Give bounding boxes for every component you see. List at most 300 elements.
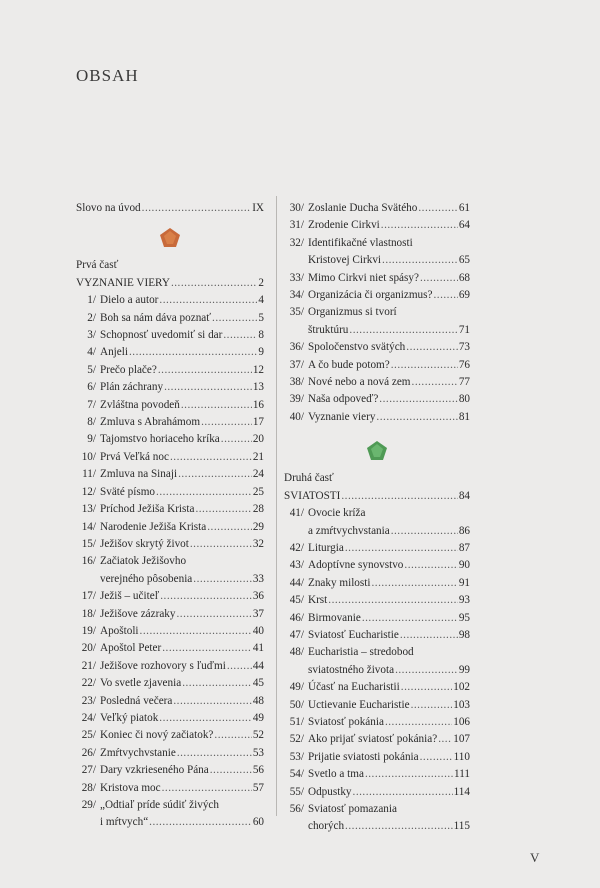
toc-entry — [76, 658, 264, 675]
toc-entry-label: Schopnosť uvedomiť si dar — [100, 329, 223, 342]
toc-entry-page: 21 — [252, 450, 264, 463]
leader-dots — [142, 200, 252, 217]
toc-entry-number: 29/ — [81, 799, 96, 811]
toc-entry-number: 43/ — [289, 559, 304, 572]
leader-dots — [418, 200, 457, 217]
leader-dots — [162, 640, 252, 657]
toc-entry — [76, 536, 264, 553]
toc-entry-label: Ježišove rozhovory s ľuďmi — [100, 659, 226, 672]
toc-entry-number: 16/ — [81, 555, 96, 568]
leader-dots — [341, 488, 457, 505]
toc-entry-label: Posledná večera — [100, 694, 173, 707]
toc-entry — [76, 397, 264, 414]
toc-entry-number: 55/ — [289, 785, 304, 798]
part-title-page: 84 — [458, 489, 470, 502]
toc-entry-number: 5/ — [87, 363, 96, 376]
toc-entry-number: 46/ — [289, 611, 304, 624]
part-label — [76, 257, 264, 274]
toc-entry — [284, 592, 470, 609]
toc-entry-page: IX — [252, 202, 264, 214]
toc-entry — [284, 287, 470, 304]
toc-entry — [76, 623, 264, 640]
toc-entry-label: Tajomstvo horiaceho kríka — [100, 433, 220, 446]
toc-entry-label: Apoštol Peter — [100, 642, 162, 655]
toc-entry-number: 7/ — [87, 398, 96, 411]
toc-entry-page: 56 — [252, 764, 264, 777]
leader-dots — [371, 575, 457, 592]
toc-entry-label: Vo svetle zjavenia — [100, 677, 182, 690]
toc-entry-label: Birmovanie — [308, 611, 361, 624]
toc-entry — [76, 780, 264, 797]
leader-dots — [376, 409, 457, 426]
toc-entry — [76, 745, 264, 762]
part-label-text: Druhá časť — [284, 472, 334, 485]
leader-dots — [412, 374, 458, 391]
leader-dots — [401, 679, 452, 696]
leader-dots — [438, 731, 452, 748]
toc-entry — [76, 379, 264, 396]
toc-entry-number: 52/ — [289, 733, 304, 746]
part-label — [284, 470, 470, 487]
toc-entry — [76, 553, 264, 570]
toc-entry-page: 28 — [252, 503, 264, 516]
toc-entry-label: Uctievanie Eucharistie — [308, 698, 410, 711]
toc-entry-number: 39/ — [289, 393, 304, 406]
toc-entry-number: 1/ — [87, 294, 96, 307]
toc-entry-page: 91 — [458, 576, 470, 589]
toc-entry-number: 17/ — [81, 590, 96, 603]
toc-entry-label: Liturgia — [308, 541, 344, 554]
toc-entry-page: 57 — [252, 781, 264, 794]
toc-entry-label: „Odtiaľ príde súdiť živých — [100, 799, 219, 811]
toc-entry-page: 81 — [458, 410, 470, 423]
toc-entry-page: 99 — [458, 663, 470, 676]
toc-entry-number: 37/ — [289, 358, 304, 371]
toc-entry-page: 65 — [458, 254, 470, 267]
toc-entry-label: Kristova moc — [100, 781, 161, 794]
toc-entry-label: Účasť na Eucharistii — [308, 681, 400, 694]
toc-entry-label: Anjeli — [100, 346, 128, 359]
toc-entry-number: 41/ — [289, 507, 304, 520]
toc-entry-page: 53 — [252, 746, 264, 759]
leader-dots — [385, 714, 452, 731]
leader-dots — [221, 431, 252, 448]
toc-entry-continuation — [76, 571, 264, 588]
toc-entry-number: 13/ — [81, 503, 96, 516]
toc-entry — [76, 588, 264, 605]
ornament-icon — [365, 440, 389, 462]
toc-entry-number: 9/ — [87, 433, 96, 446]
toc-entry — [284, 357, 470, 374]
leader-dots — [158, 362, 252, 379]
toc-entry — [76, 414, 264, 431]
toc-entry-page: 93 — [458, 594, 470, 607]
toc-entry-label: Sviatosť pomazania — [308, 803, 397, 815]
toc-entry-page: 40 — [252, 624, 264, 637]
toc-entry-label: Príchod Ježiša Krista — [100, 503, 195, 516]
toc-entry-label: Spoločenstvo svätých — [308, 341, 406, 354]
toc-entry — [284, 339, 470, 356]
leader-dots — [176, 606, 251, 623]
toc-entry — [76, 710, 264, 727]
toc-entry-number: 27/ — [81, 764, 96, 777]
toc-entry-number: 50/ — [289, 698, 304, 711]
toc-entry-label: Narodenie Ježiša Krista — [100, 520, 207, 533]
toc-entry — [76, 449, 264, 466]
leader-dots — [365, 766, 453, 783]
toc-entry-label: Ako prijať sviatosť pokánia? — [308, 733, 438, 746]
toc-entry-label: Naša odpoveď? — [308, 393, 379, 406]
toc-entry-label: Sväté písmo — [100, 485, 156, 498]
toc-list-right-a — [284, 200, 470, 426]
toc-entry-page: 86 — [458, 524, 470, 537]
toc-entry-label: Dielo a autor — [100, 294, 159, 307]
toc-entry-label: Identifikačné vlastnosti — [308, 236, 413, 249]
toc-entry — [284, 409, 470, 426]
leader-dots — [201, 414, 252, 431]
toc-entry-label-cont: i mŕtvych“ — [100, 816, 149, 829]
toc-entry — [76, 466, 264, 483]
toc-entry-number: 3/ — [87, 329, 96, 342]
toc-entry-continuation — [76, 814, 264, 831]
toc-entry-continuation — [284, 322, 470, 339]
leader-dots — [395, 662, 458, 679]
toc-entry — [284, 784, 470, 801]
column-divider — [276, 196, 277, 816]
leader-dots — [207, 519, 252, 536]
toc-entry-number: 36/ — [289, 341, 304, 354]
toc-entry-label: Ježišove zázraky — [100, 607, 176, 620]
toc-entry-label: A čo bude potom? — [308, 358, 390, 371]
toc-entry-label-cont: Kristovej Cirkvi — [308, 254, 382, 267]
toc-entry-number: 23/ — [81, 694, 96, 707]
toc-entry-page: 24 — [252, 468, 264, 481]
toc-entry-number: 15/ — [81, 537, 96, 550]
leader-dots — [160, 588, 252, 605]
toc-list-left — [76, 292, 264, 832]
toc-entry-page: 36 — [252, 590, 264, 603]
leader-dots — [328, 592, 458, 609]
toc-entry-intro — [76, 200, 264, 217]
leader-dots — [129, 344, 257, 361]
toc-entry-label: Organizácia či organizmus? — [308, 289, 433, 302]
toc-entry — [284, 270, 470, 287]
toc-entry — [76, 640, 264, 657]
toc-entry-number: 54/ — [289, 768, 304, 781]
toc-entry-label: Dary vzkrieseného Pána — [100, 764, 209, 777]
toc-entry — [284, 575, 470, 592]
toc-entry-label: Adoptívne synovstvo — [308, 559, 404, 572]
toc-entry-number: 26/ — [81, 746, 96, 759]
toc-entry-label-cont: chorých — [308, 820, 345, 833]
toc-entry — [76, 693, 264, 710]
toc-entry-label: Zmluva s Abrahámom — [100, 416, 201, 429]
toc-entry-page: 114 — [453, 785, 470, 798]
toc-entry — [284, 391, 470, 408]
leader-dots — [345, 540, 458, 557]
leader-dots — [212, 310, 257, 327]
toc-entry-continuation — [284, 252, 470, 269]
toc-entry — [76, 519, 264, 536]
part-title — [284, 488, 470, 505]
toc-entry — [284, 610, 470, 627]
leader-dots — [349, 322, 457, 339]
part-title-label: VYZNANIE VIERY — [76, 276, 170, 289]
toc-right-column — [284, 200, 470, 836]
toc-entry-page: 102 — [453, 681, 470, 694]
toc-entry-page: 111 — [454, 768, 470, 781]
toc-entry-label: Prečo plače? — [100, 363, 157, 376]
toc-entry-label: Mimo Cirkvi niet spásy? — [308, 271, 419, 284]
leader-dots — [362, 610, 458, 627]
toc-entry — [284, 714, 470, 731]
page-title: OBSAH — [76, 66, 139, 85]
toc-entry-page: 49 — [252, 711, 264, 724]
leader-dots — [193, 571, 252, 588]
toc-entry-page: 80 — [458, 393, 470, 406]
toc-entry-label-cont: a zmŕtvychvstania — [308, 524, 390, 537]
toc-entry-label-cont: štruktúru — [308, 323, 349, 336]
toc-entry-number: 32/ — [289, 236, 304, 249]
toc-entry-page: 95 — [458, 611, 470, 624]
toc-entry-number: 42/ — [289, 541, 304, 554]
toc-entry-page: 90 — [458, 559, 470, 572]
toc-entry — [284, 374, 470, 391]
leader-dots — [379, 391, 458, 408]
toc-entry-number: 38/ — [289, 376, 304, 389]
leader-dots — [223, 327, 257, 344]
toc-entry-number: 8/ — [87, 416, 96, 429]
toc-entry-page: 32 — [252, 537, 264, 550]
toc-entry-page: 12 — [252, 363, 264, 376]
leader-dots — [420, 749, 453, 766]
toc-entry-label: Vyznanie viery — [308, 410, 376, 423]
toc-entry-number: 12/ — [81, 485, 96, 498]
toc-entry-number: 53/ — [289, 750, 304, 763]
toc-entry — [284, 644, 470, 661]
page-number: V — [530, 850, 540, 865]
toc-entry — [284, 557, 470, 574]
leader-dots — [162, 780, 252, 797]
toc-entry — [76, 501, 264, 518]
toc-entry-label: Plán záchrany — [100, 381, 164, 394]
toc-entry-number: 14/ — [81, 520, 96, 533]
toc-entry-label: Sviatosť pokánia — [308, 715, 384, 728]
toc-entry-label: Zrodenie Cirkvi — [308, 219, 380, 232]
toc-entry — [76, 484, 264, 501]
toc-entry-number: 40/ — [289, 410, 304, 423]
toc-entry-number: 10/ — [81, 450, 96, 463]
toc-entry-page: 103 — [453, 698, 470, 711]
toc-entry — [284, 304, 470, 321]
toc-entry-label: Svetlo a tma — [308, 768, 364, 781]
toc-entry-label-cont: verejného pôsobenia — [100, 572, 193, 585]
toc-entry-label-cont: sviatostného života — [308, 663, 395, 676]
leader-dots — [177, 745, 252, 762]
toc-list-right-b — [284, 505, 470, 836]
toc-entry-continuation — [284, 662, 470, 679]
toc-entry — [284, 801, 470, 818]
toc-entry-number: 28/ — [81, 781, 96, 794]
leader-dots — [190, 536, 252, 553]
leader-dots — [406, 339, 458, 356]
toc-entry-page: 16 — [252, 398, 264, 411]
toc-entry-label: Apoštoli — [100, 624, 139, 637]
toc-entry-page: 110 — [453, 750, 470, 763]
toc-entry-number: 22/ — [81, 677, 96, 690]
leader-dots — [159, 710, 252, 727]
toc-entry — [76, 292, 264, 309]
toc-entry — [284, 766, 470, 783]
leader-dots — [381, 217, 458, 234]
toc-entry-label: Koniec či nový začiatok? — [100, 729, 214, 742]
toc-entry-continuation — [284, 818, 470, 835]
leader-dots — [411, 697, 453, 714]
ornament-icon — [158, 227, 182, 249]
toc-entry-number: 45/ — [289, 594, 304, 607]
leader-dots — [181, 397, 252, 414]
toc-entry-number: 19/ — [81, 624, 96, 637]
toc-entry-page: 45 — [252, 677, 264, 690]
toc-entry-page: 68 — [458, 271, 470, 284]
toc-entry-page: 20 — [252, 433, 264, 446]
toc-entry-page: 5 — [258, 311, 264, 324]
leader-dots — [140, 623, 252, 640]
toc-entry-page: 98 — [458, 628, 470, 641]
toc-entry-number: 20/ — [81, 642, 96, 655]
toc-entry-page: 41 — [252, 642, 264, 655]
leader-dots — [345, 818, 453, 835]
toc-entry-number: 4/ — [87, 346, 96, 359]
toc-entry — [76, 344, 264, 361]
toc-entry-page: 69 — [458, 289, 470, 302]
toc-entry-number: 24/ — [81, 711, 96, 724]
leader-dots — [195, 501, 251, 518]
toc-entry-label: Ježišov skrytý život — [100, 537, 189, 550]
toc-entry — [76, 362, 264, 379]
toc-entry-number: 56/ — [289, 803, 304, 815]
part-title-label: SVIATOSTI — [284, 489, 341, 502]
toc-entry-label: Eucharistia – stredobod — [308, 646, 414, 659]
toc-entry-page: 9 — [258, 346, 264, 359]
leader-dots — [391, 523, 458, 540]
toc-entry-label: Odpustky — [308, 785, 352, 798]
toc-entry — [76, 762, 264, 779]
leader-dots — [391, 357, 458, 374]
toc-entry-page: 37 — [252, 607, 264, 620]
toc-entry-label: Slovo na úvod — [76, 202, 141, 214]
toc-entry-page: 71 — [458, 323, 470, 336]
leader-dots — [353, 784, 453, 801]
toc-entry-number: 47/ — [289, 628, 304, 641]
toc-entry-label: Ovocie kríža — [308, 507, 366, 520]
toc-entry-number: 11/ — [82, 468, 96, 481]
toc-entry-number: 6/ — [87, 381, 96, 394]
leader-dots — [170, 449, 252, 466]
toc-entry-number: 44/ — [289, 576, 304, 589]
toc-entry-page: 17 — [252, 416, 264, 429]
leader-dots — [420, 270, 458, 287]
leader-dots — [178, 466, 252, 483]
leader-dots — [171, 275, 257, 292]
leader-dots — [210, 762, 252, 779]
toc-entry-number: 31/ — [289, 219, 304, 232]
toc-entry — [284, 679, 470, 696]
leader-dots — [227, 658, 252, 675]
toc-entry — [76, 327, 264, 344]
toc-entry-number: 33/ — [289, 271, 304, 284]
toc-entry-page: 8 — [258, 329, 264, 342]
toc-entry-number: 30/ — [289, 202, 304, 214]
toc-entry-label: Veľký piatok — [100, 711, 159, 724]
toc-entry-label: Zvláštna povodeň — [100, 398, 180, 411]
toc-entry-page: 48 — [252, 694, 264, 707]
toc-entry-page: 60 — [252, 816, 264, 829]
toc-entry-number: 34/ — [289, 289, 304, 302]
toc-entry-page: 52 — [252, 729, 264, 742]
toc-entry — [284, 627, 470, 644]
leader-dots — [173, 693, 251, 710]
part-label-text: Prvá časť — [76, 259, 119, 272]
leader-dots — [149, 814, 252, 831]
part-title — [76, 275, 264, 292]
toc-entry-page: 73 — [458, 341, 470, 354]
toc-entry — [76, 797, 264, 814]
toc-entry-label: Zoslanie Ducha Svätého — [308, 202, 418, 214]
part-title-page: 2 — [258, 276, 264, 289]
toc-entry-label: Krst — [308, 594, 328, 607]
toc-entry-number: 25/ — [81, 729, 96, 742]
toc-entry — [284, 731, 470, 748]
toc-entry — [284, 749, 470, 766]
toc-entry-page: 77 — [458, 376, 470, 389]
toc-entry-page: 4 — [258, 294, 264, 307]
leader-dots — [433, 287, 457, 304]
toc-entry-number: 18/ — [81, 607, 96, 620]
leader-dots — [164, 379, 252, 396]
leader-dots — [214, 727, 251, 744]
leader-dots — [404, 557, 457, 574]
toc-entry-label: Začiatok Ježišovho — [100, 555, 187, 568]
toc-entry-page: 29 — [252, 520, 264, 533]
toc-entry-page: 61 — [458, 202, 470, 214]
toc-entry — [76, 310, 264, 327]
toc-entry-label: Prvá Veľká noc — [100, 450, 169, 463]
toc-entry-number: 51/ — [289, 715, 304, 728]
toc-entry — [76, 727, 264, 744]
toc-entry-number: 35/ — [289, 306, 304, 319]
toc-entry-label: Zmŕtvychvstanie — [100, 746, 176, 759]
toc-entry-number: 21/ — [81, 659, 96, 672]
leader-dots — [159, 292, 257, 309]
toc-entry-page: 76 — [458, 358, 470, 371]
toc-entry — [284, 540, 470, 557]
toc-entry-page: 87 — [458, 541, 470, 554]
leader-dots — [400, 627, 458, 644]
toc-entry-page: 64 — [458, 219, 470, 232]
toc-entry — [76, 675, 264, 692]
toc-entry-page: 106 — [453, 715, 470, 728]
toc-entry-label: Organizmus si tvorí — [308, 306, 397, 319]
toc-entry-label: Sviatosť Eucharistie — [308, 628, 399, 641]
toc-entry-page: 13 — [252, 381, 264, 394]
toc-left-column — [76, 200, 264, 832]
toc-entry-label: Zmluva na Sinaji — [100, 468, 178, 481]
leader-dots — [156, 484, 252, 501]
leader-dots — [382, 252, 458, 269]
toc-entry — [284, 235, 470, 252]
leader-dots — [182, 675, 252, 692]
